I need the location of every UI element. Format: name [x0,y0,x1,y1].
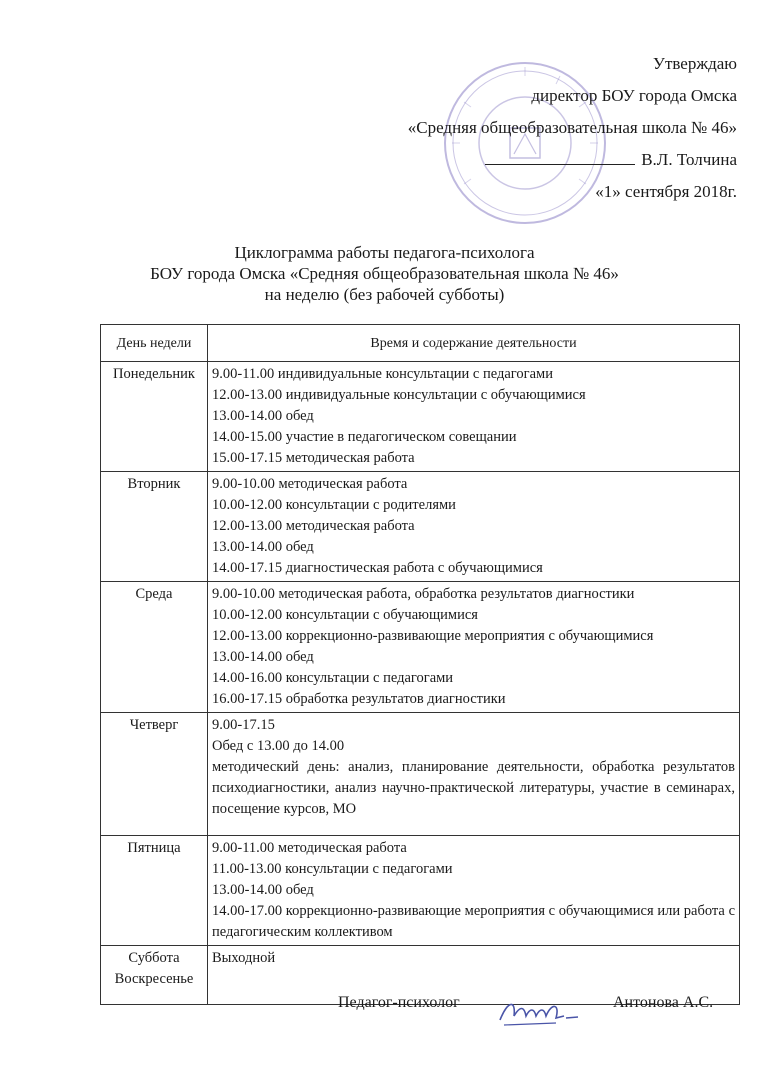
activity-item: 9.00-10.00 методическая работа, обработка результатов диагностики [212,586,635,602]
approval-signature-line [317,144,737,176]
activity-item: 16.00-17.15 обработка результатов диагностики [212,691,506,707]
table-header-row [101,325,740,362]
activity-item: 13.00-14.00 обед [212,408,314,424]
title-line-1: Циклограмма работы педагога-психолога [234,243,535,262]
activity-item: 10.00-12.00 консультации с родителями [212,497,456,513]
day-cell: Вторник [101,472,208,582]
activity-item: Обед с 13.00 до 14.00 [212,738,345,754]
table-row-friday [101,836,740,946]
activity-item: 11.00-13.00 консультации с педагогами [212,861,453,877]
activity-item: 14.00-17.15 диагностическая работа с обучающимися [212,560,543,576]
title-line-2: БОУ города Омска «Средняя общеобразовательная школа № 46» [150,264,619,283]
activity-item: 12.00-13.00 методическая работа [212,518,415,534]
activity-item: 14.00-15.00 участие в педагогическом совещании [212,429,517,445]
approval-signatory: В.Л. Толчина [641,150,737,169]
day-cell: Понедельник [101,362,208,472]
activity-item: Выходной [212,950,276,966]
activity-item: 9.00-11.00 индивидуальные консультации с педагогами [212,366,553,382]
day-cell: Пятница [101,836,208,946]
activity-item: 14.00-16.00 консультации с педагогами [212,670,454,686]
table-row-tuesday [101,472,740,582]
day-line: Воскресенье [114,971,194,987]
activity-item: 10.00-12.00 консультации с обучающимися [212,607,478,623]
activity-item: 9.00-17.15 [212,717,275,733]
activity-item: 12.00-13.00 коррекционно-развивающие мероприятия с обучающимися [212,628,654,644]
table-row-wednesday [101,582,740,713]
handwritten-signature [494,992,584,1032]
activity-item: 13.00-14.00 обед [212,539,314,555]
activity-item: 13.00-14.00 обед [212,882,314,898]
activity-cell [208,836,740,946]
activity-cell [208,582,740,713]
activity-cell [208,713,740,836]
activity-cell [208,362,740,472]
day-cell: Четверг [101,713,208,836]
day-cell [101,946,208,1005]
document-title [0,242,769,305]
activity-item: 12.00-13.00 индивидуальные консультации с обучающимися [212,387,586,403]
footer-role: Педагог-психолог [338,994,460,1011]
table-row-monday [101,362,740,472]
approval-position: директор БОУ города Омска [531,86,737,105]
activity-cell [208,472,740,582]
header-day: День недели [101,325,208,362]
approval-organization: «Средняя общеобразовательная школа № 46» [407,118,737,137]
activity-item: 15.00-17.15 методическая работа [212,450,415,466]
day-line: Суббота [128,950,180,966]
schedule-table [100,324,740,1005]
approval-date: «1» сентября 2018г. [595,182,737,201]
activity-item: 9.00-10.00 методическая работа [212,476,408,492]
footer-name: Антонова А.С. [613,994,714,1011]
approval-block [317,48,737,208]
activity-item: 13.00-14.00 обед [212,649,314,665]
activity-item: методический день: анализ, планирование деятельности, обработка результатов психодиагностики, анализ научно-практической литературы, участие в семинарах, посещение курсов, МО [212,759,735,817]
table-row-thursday [101,713,740,836]
approval-title: Утверждаю [652,54,737,73]
signature-blank [485,146,635,165]
day-cell: Среда [101,582,208,713]
activity-item: 14.00-17.00 коррекционно-развивающие мероприятия с обучающимися или работа с педагогическим коллективом [212,903,735,940]
title-line-3: на неделю (без рабочей субботы) [264,285,505,304]
header-activity: Время и содержание деятельности [208,325,740,362]
activity-item: 9.00-11.00 методическая работа [212,840,407,856]
